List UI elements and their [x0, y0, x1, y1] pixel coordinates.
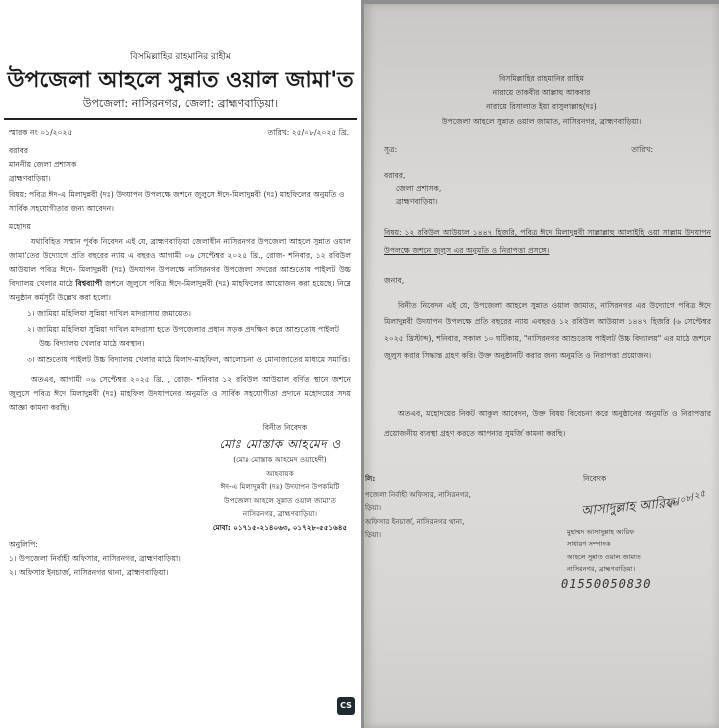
- right-signer-line: মুহাম্মদ আসাদুল্লাহ আরিফ: [567, 528, 635, 537]
- right-recipient: [384, 169, 711, 208]
- left-cc-item: ১। উপজেলা নির্বাহী অফিসার, নাসিরনগর, ব্রাহ্মণবাড়িয়া।: [9, 554, 181, 563]
- left-header-rule: [4, 118, 357, 120]
- right-handwritten-date: ২৬/০৮/২৫: [664, 489, 707, 512]
- left-signer-line: ঈদ-এ মিলাদুন্নবী (দঃ) উদযাপন উপকমিটি: [220, 482, 340, 491]
- right-salutation: জনাব,: [384, 275, 405, 285]
- right-header-line: বিসমিল্লাহির রাহমানির রাহিম: [498, 74, 584, 83]
- right-handwritten-phone: 01550050830: [561, 577, 652, 591]
- right-cc-line: অফিসার ইনচার্জ, নাসিরনগর থানা,: [365, 516, 465, 526]
- left-handwritten-signature: মোঃ মোস্তাক আহমেদ ও: [219, 437, 341, 451]
- left-date: তারিখ: ২৫/০৮/২০২৫ খ্রি.: [267, 128, 349, 137]
- left-letter-body: [0, 126, 361, 580]
- left-signer-phone: মোবা: ০১৭১৫-২১৪০৬৩, ০১৭২৮-৫৫১৬৪৫: [212, 522, 348, 532]
- left-salutation: মহোদয়: [9, 222, 31, 231]
- right-ref-label: সূত্র:: [384, 144, 398, 154]
- right-closing-paragraph: অতএব, মহোদয়ের নিকট আকুল আবেদন, উক্ত বিষয় বিবেচনা করে অনুষ্ঠানের অনুমতি ও নিরাপত্তার প্রয়োজনীয় ব্যবস্থা গ্রহণ করতে আপনার সুমর্জি কামনা করছি।: [384, 409, 711, 439]
- left-body-bold: বিশ্বব্যাপী: [75, 279, 103, 288]
- left-ref-row: [9, 126, 351, 140]
- right-cc-label: লি:: [365, 474, 376, 484]
- left-signer-line: (মোঃ মোস্তাক আহমেদ ওয়াহেদী): [233, 455, 327, 464]
- left-recipient: [9, 144, 351, 186]
- right-subject: বিষয়: ১২ রবিউল আউয়াল ১৪৪৭ হিজরি, পবিত্র ঈদে মিলাদুন্নবী সাল্লাল্লাহু আলাইহি ওয়া সাল্লাম উদযাপন উপলক্ষে জশনে জুলুস এর অনুমতি ও নিরাপত্তা প্রসঙ্গে।: [384, 227, 711, 255]
- right-signer-line: আহলে সুন্নাত ওয়াল জামাত: [567, 552, 641, 561]
- right-document: [364, 4, 719, 728]
- left-cc-block: [9, 538, 351, 580]
- left-signoff: বিনীত নিবেদক: [262, 423, 308, 432]
- right-cc-line: ড়িয়া।: [365, 530, 382, 540]
- left-signer-line: আহবায়ক: [266, 468, 294, 478]
- right-recipient-line: ব্রাহ্মণবাড়িয়া।: [396, 196, 438, 206]
- left-body-paragraph: [9, 235, 351, 305]
- right-handwritten-signature: আসাদুল্লাহ আরিফ: [580, 496, 676, 520]
- right-cc-line: ড়িয়া।: [365, 503, 382, 513]
- left-signer-details: [205, 453, 355, 534]
- right-signer-line: সাধারণ সম্পাদক: [567, 540, 611, 549]
- left-program-list: [9, 307, 351, 367]
- left-closing-paragraph: অতএব, আগামী ০৬ সেপ্টেম্বর ২০২৫ খ্রি. , রোজ- শনিবার ১২ রবিউল আউয়াল বর্ণিত স্থানে জশনে জুলুসে পবিত্র ঈদে মিলাদুন্নবী (দঃ) মাহফিল উদযাপনের অনুমতি ও সার্বিক সহযোগীতা প্রদানে মহোদয়ের সদয় আজ্ঞা কামনা করছি।: [9, 375, 351, 412]
- left-subject: বিষয়: পবিত্র ঈদ-এ মিলাদুন্নবী (দঃ) উদযাপন উপলক্ষে জশনে জুলুসে ঈদে-মিলাদুন্নবী (দঃ) মাহফিলের অনুমতি ও সার্বিক সহযোগীতার জন্য আবেদন।: [9, 190, 345, 213]
- left-ref-number: স্মারক নং ০১/২০২৫: [9, 128, 73, 137]
- right-letter-body: [364, 143, 719, 591]
- right-signer-line: নাসিরনগর, ব্রাহ্মণবাড়িয়া।: [567, 564, 636, 573]
- left-org-title: উপজেলা আহলে সুন্নাত ওয়াল জামা'ত: [7, 68, 354, 93]
- left-recipient-line: বরাবর: [9, 146, 29, 155]
- right-bottom-section: [365, 472, 711, 591]
- left-body-text: যথাবিহিত সম্মান পূর্বক নিবেদন এই যে, ব্রাহ্মণবাড়িয়া জেলাধীন নাসিরনগর উপজেলা আহলে সুন্নাত ওয়াল জামা'তের উদ্যোগে প্রতি বছরের ন্যায় এ বছরও আগামী ০৬ সেপ্টেম্বর ২০২৫ খ্রি., রোজ- শনিবার, ১২ রবিউল আউয়াল পবিত্র ঈদে- মিলাদুন্নবী (দঃ) উদযাপন উপলক্ষে নাসিরনগর উপজেলা সদরের আশুতোষ পাইলট উচ্চ বিদ্যালয় খেলার মাঠে: [9, 237, 351, 288]
- right-header-line: নারায়ে তাকবীর আল্লাহু আকবার: [492, 88, 591, 98]
- left-signature-block: [205, 421, 355, 534]
- right-recipient-line: বরাবর,: [384, 170, 406, 180]
- left-program-item: ২। জামিয়া মহিলিয়া সুন্নিয়া দাখিল মাদরাসা হতে উপজেলার প্রধান সড়ক প্রদক্ষিণ করে আশুতোষ পাইলট উচ্চ বিদ্যালয় খেলার মাঠে অবস্থান।: [27, 325, 340, 348]
- left-recipient-line: ব্রাহ্মণবাড়িয়া।: [9, 174, 51, 183]
- right-header: [364, 72, 719, 129]
- left-body-text: জশনে জুলুসে পবিত্র ঈদে-মিলাদুন্নবী (দঃ) মাহফিলের আয়োজন করা হয়েছে। নিম্নে অনুষ্ঠান কর্মসূচী উল্লেখ করা হলো।: [9, 279, 351, 302]
- left-cc-label: অনুলিপি:: [9, 540, 38, 549]
- right-signature-block: [561, 472, 707, 591]
- left-signer-line: উপজেলা আহলে সুন্নাত ওয়াল জামা'ত: [223, 495, 337, 505]
- left-org-address: উপজেলা: নাসিরনগর, জেলা: ব্রাহ্মণবাড়িয়া।: [82, 97, 279, 110]
- right-cc-line: পজেলা নির্বাহী অফিসার, নাসিরনগর,: [365, 489, 471, 499]
- right-cc-block: [365, 472, 515, 591]
- right-date-label: তারিখ:: [631, 144, 653, 154]
- left-recipient-line: মাননীয় জেলা প্রশাসক: [9, 160, 77, 169]
- left-program-item: ৩। আশুতোষ পাইলট উচ্চ বিদ্যালয় খেলার মাঠে মিলাদ-মাহফিল, আলোচনা ও মোনাজাতের মাধ্যমে সমাপ্তি।: [27, 355, 351, 364]
- left-program-item: ১। জামিয়া মহিলিয়া সুন্নিয়া দাখিল মাদরাসায় জমায়েত।: [27, 309, 191, 318]
- right-header-org: উপজেলা আহলে সুন্নাত ওয়াল জামাত, নাসিরনগর, ব্রাহ্মণবাড়িয়া।: [441, 116, 642, 126]
- left-signer-line: নাসিরনগর, ব্রাহ্মণবাড়িয়া।: [242, 509, 318, 518]
- camscanner-logo: CS: [337, 697, 355, 715]
- right-signer-details: [567, 526, 707, 575]
- right-header-line: নারায়ে রিসালাত ইয়া রাসুলাল্লাহ(দঃ): [486, 102, 597, 112]
- right-recipient-line: জেলা প্রশাসক,: [396, 183, 442, 193]
- right-ref-row: [384, 143, 711, 157]
- left-cc-item: ২। অফিসার ইনচার্জ, নাসিরনগর থানা, ব্রাহ্মণবাড়িয়া।: [9, 568, 169, 577]
- left-bismillah: বিসমিল্লাহির রাহমানির রাহীম: [130, 52, 231, 62]
- right-signoff: নিবেদক: [583, 474, 607, 484]
- right-body-paragraph: বিনীত নিবেদন এই যে, উপজেলা আহলে সুন্নাত ওয়াল জামাত, নাসিরনগর এর উদ্যোগে পবিত্র ঈদে মিলাদুন্নবী উদযাপন উপলক্ষে প্রতি বছরের ন্যায় এবছরও ১২ রবিউল আউয়াল ১৪৪৭ হিজরি (৬ সেপ্টেম্বর ২০২৫ খ্রিস্টাব্দ), শনিবার, সকাল ১০ ঘটিকায়, "নাসিরনগর আশুতোষ পাইলট উচ্চ বিদ্যালয়" এর মাঠে জশনে জুলুস করার সিদ্ধান্ত গ্রহণ করি। উক্ত অনুষ্ঠানটি করার জন্য অনুমতি ও নিরাপত্তা প্রয়োজন।: [384, 300, 711, 360]
- right-signature-area: [567, 489, 707, 526]
